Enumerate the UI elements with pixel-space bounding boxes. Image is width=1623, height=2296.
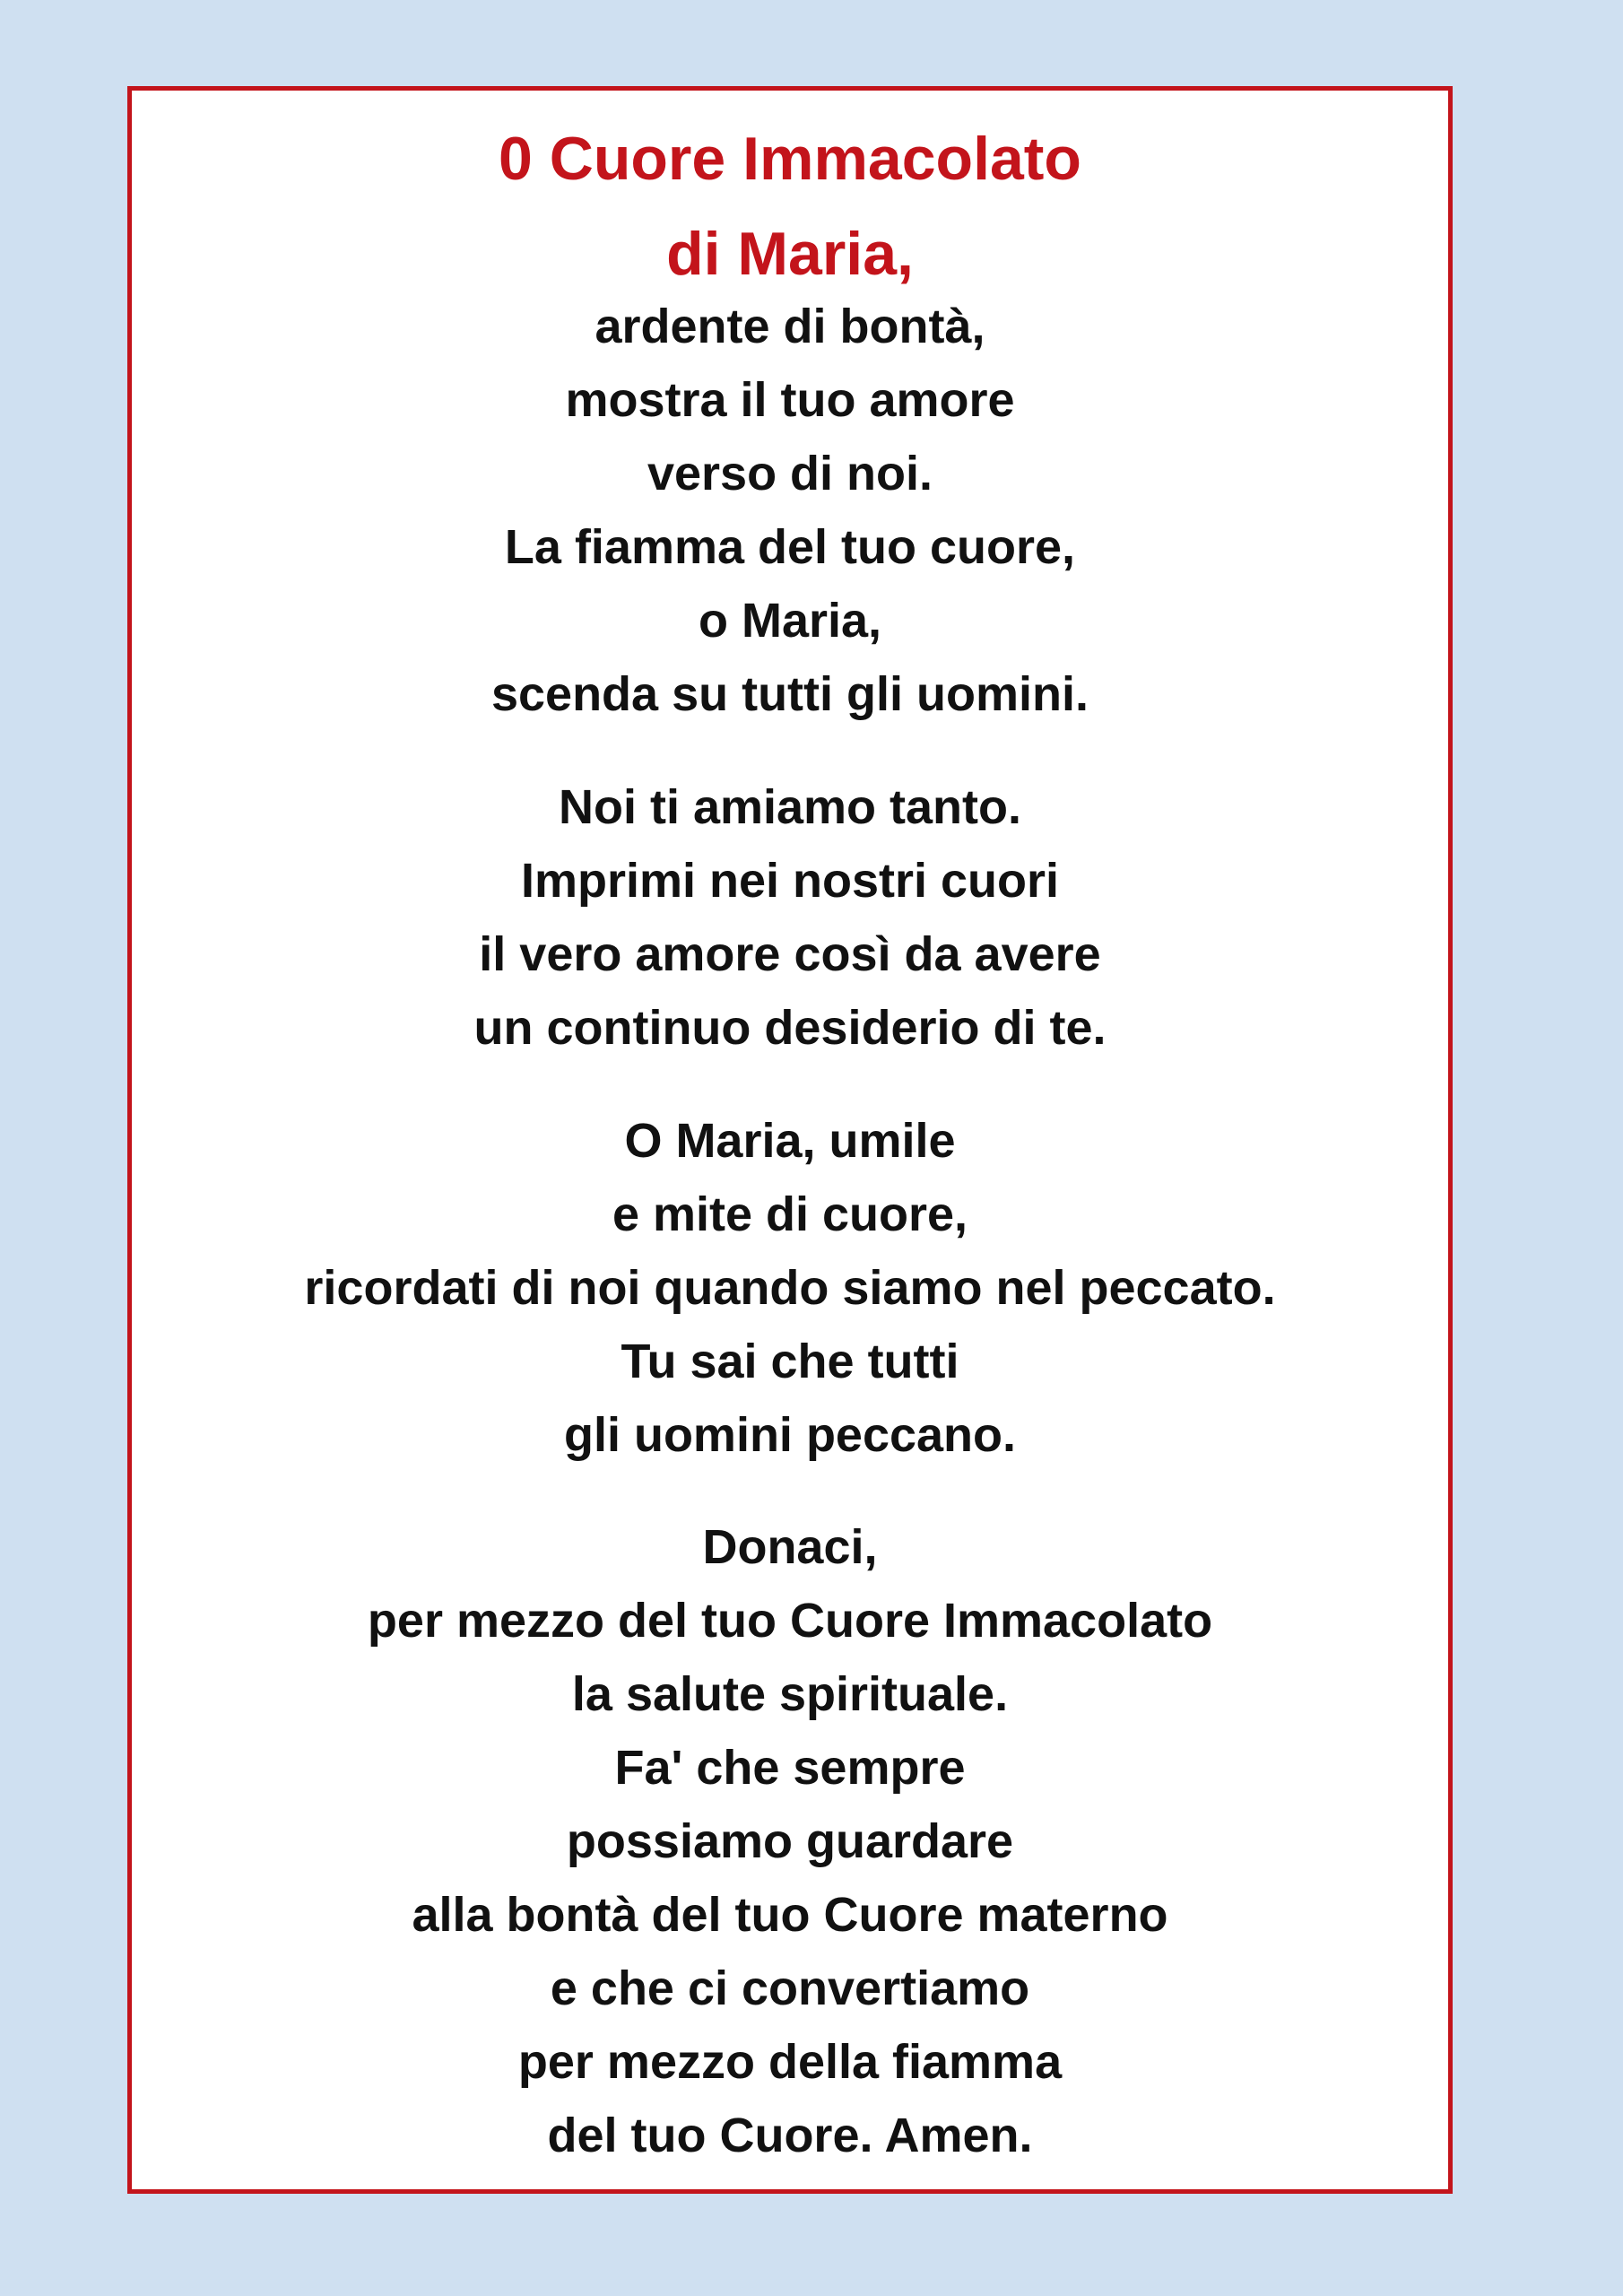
stanza-1-line-5: o Maria, [698,594,882,648]
stanza-4-line-4: Fa' che sempre [614,1741,966,1795]
prayer-title-line-1: 0 Cuore Immacolato [499,125,1081,193]
stanza-1-line-4: La fiamma del tuo cuore, [504,520,1076,574]
stanza-4-line-8: per mezzo della fiamma [517,2035,1063,2089]
stanza-1-line-3: verso di noi. [647,447,933,500]
stanza-4-line-6: alla bontà del tuo Cuore materno [412,1888,1168,1942]
stanza-1-line-2: mostra il tuo amore [565,373,1015,427]
stanza-4-line-7: e che ci convertiamo [550,1961,1030,2015]
stanza-3-line-1: O Maria, umile [624,1114,956,1168]
stanza-4-line-1: Donaci, [702,1520,878,1574]
stanza-3-line-4: Tu sai che tutti [621,1335,959,1388]
prayer-title-line-2: di Maria, [666,220,914,288]
stanza-2-line-2: Imprimi nei nostri cuori [520,854,1060,908]
stanza-3-line-3: ricordati di noi quando siamo nel peccato. [304,1261,1276,1315]
stanza-3-line-2: e mite di cuore, [612,1187,968,1241]
stanza-1-line-1: ardente di bontà, [595,300,985,353]
stanza-1-line-6: scenda su tutti gli uomini. [490,667,1089,721]
stanza-2-line-4: un continuo desiderio di te. [473,1001,1107,1055]
stanza-4-line-9: del tuo Cuore. Amen. [547,2109,1033,2162]
stanza-2-line-1: Noi ti amiamo tanto. [558,780,1022,834]
prayer-card [127,86,1453,2194]
stanza-2-line-3: il vero amore così da avere [479,927,1101,981]
stanza-4-line-2: per mezzo del tuo Cuore Immacolato [367,1594,1213,1648]
stanza-4-line-3: la salute spirituale. [571,1667,1009,1721]
stanza-3-line-5: gli uomini peccano. [563,1408,1017,1462]
stanza-4-line-5: possiamo guardare [566,1814,1014,1868]
